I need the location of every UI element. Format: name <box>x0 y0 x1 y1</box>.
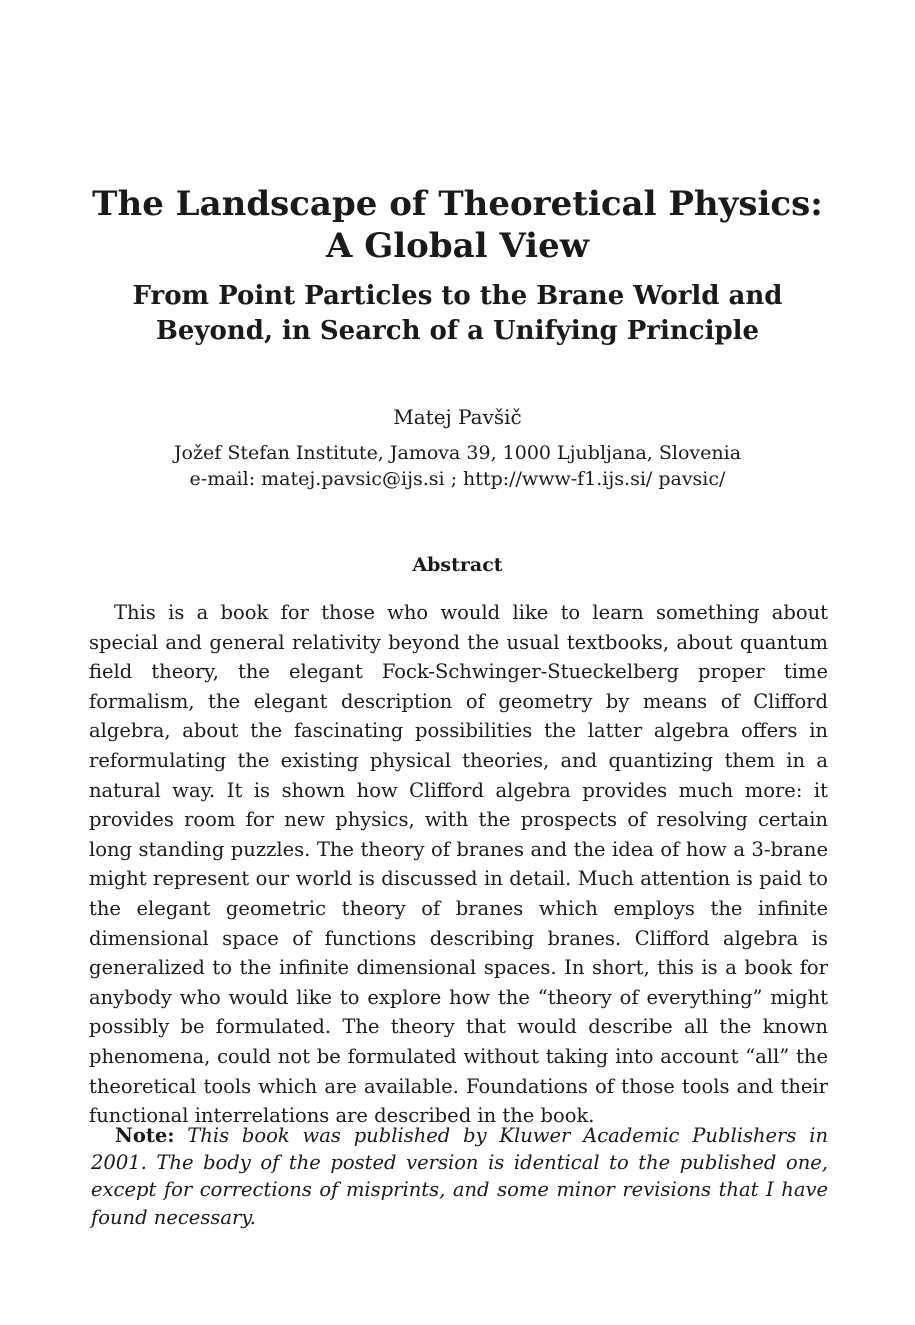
contact-text: e-mail: matej.pavsic@ijs.si ; http://www-f1.ijs.si/ pavsic/ <box>189 468 726 490</box>
paper-title <box>60 183 855 267</box>
abstract-heading: Abstract <box>412 554 503 576</box>
publication-note <box>91 1122 828 1231</box>
title-line-2: A Global View <box>325 226 589 266</box>
subtitle-line-1: From Point Particles to the Brane World and <box>132 281 783 311</box>
title-line-1: The Landscape of Theoretical Physics: <box>92 184 823 224</box>
author-name: Matej Pavšič <box>393 405 522 429</box>
subtitle-line-2: Beyond, in Search of a Unifying Principle <box>155 316 760 346</box>
abstract-body: This is a book for those who would like to learn something about special and general relativity beyond the usual textbooks, about quantum field theory, the elegant Fock-Schwinger-Stueckelberg proper time formalism, the elegant description of geometry by means of Clifford algebra, about the fascinating possibilities the latter algebra offers in reformulating the existing physical theories, and quantizing them in a natural way. It is shown how Clifford algebra provides much more: it provides room for new physics, with the prospects of resolving certain long standing puzzles. The theory of branes and the idea of how a 3-brane might represent our world is discussed in detail. Much attention is paid to the elegant geometric theory of branes which employs the infinite dimensional space of functions describing branes. Clifford algebra is generalized to the infinite dimensional spaces. In short, this is a book for anybody who would like to explore how the “theory of everything” might possibly be formulated. The theory that would describe all the known phenomena, could not be formulated without taking into account “all” the theoretical tools which are available. Foundations of those tools and their functional interrelations are described in the book. <box>89 601 828 1128</box>
author-affiliation-block <box>0 440 915 492</box>
affiliation-text: Jožef Stefan Institute, Jamova 39, 1000 Ljubljana, Slovenia <box>173 442 742 464</box>
note-text: This book was published by Kluwer Academic Publishers in 2001. The body of the posted version is identical to the published one, except for corrections of misprints, and some minor revisions that I have found necessary. <box>91 1124 829 1229</box>
paper-subtitle <box>80 279 835 349</box>
note-label: Note: <box>115 1124 175 1147</box>
